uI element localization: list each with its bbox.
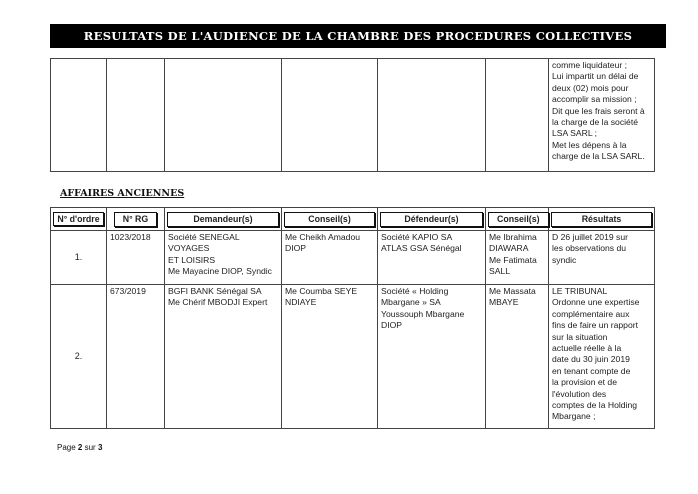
text-line: comme liquidateur ; bbox=[552, 60, 627, 70]
text-line: LSA SARL ; bbox=[552, 128, 598, 139]
result-cell: D 26 juillet 2019 sur les observations du syndic bbox=[549, 231, 655, 285]
table-header-row bbox=[51, 208, 655, 231]
section-title: AFFAIRES ANCIENNES bbox=[60, 188, 185, 199]
empty-cell bbox=[282, 59, 378, 172]
text-line: accomplir sa mission ; bbox=[552, 94, 637, 105]
page-banner: RESULTATS DE L'AUDIENCE DE LA CHAMBRE DES PROCEDURES COLLECTIVES bbox=[50, 24, 666, 48]
empty-cell bbox=[165, 59, 282, 172]
table-row bbox=[51, 285, 655, 429]
text-line: la charge de la société bbox=[552, 117, 638, 128]
empty-cell bbox=[378, 59, 486, 172]
rg-cell: 673/2019 bbox=[107, 285, 165, 429]
conseil-cell: Me Ibrahima DIAWARA Me Fatimata SALL bbox=[486, 231, 549, 285]
demandeur-cell: BGFI BANK Sénégal SA Me Chérif MBODJI Expert bbox=[165, 285, 282, 429]
ordre-cell: 1. bbox=[51, 231, 107, 285]
text-line: charge de la LSA SARL. bbox=[552, 151, 645, 162]
conseil-cell: Me Coumba SEYE NDIAYE bbox=[282, 285, 378, 429]
empty-cell bbox=[486, 59, 549, 172]
ordre-cell: 2. bbox=[51, 285, 107, 429]
rg-cell: 1023/2018 bbox=[107, 231, 165, 285]
total-pages: 3 bbox=[97, 443, 103, 452]
conseil-cell: Me Massata MBAYE bbox=[486, 285, 549, 429]
result-cell bbox=[549, 59, 655, 172]
defendeur-cell: Société KAPIO SA ATLAS GSA Sénégal bbox=[378, 231, 486, 285]
text-line: Met les dépens à la bbox=[552, 139, 627, 150]
empty-cell bbox=[107, 59, 165, 172]
demandeur-cell: Société SENEGAL VOYAGES ET LOISIRS Me Mayacine DIOP, Syndic bbox=[165, 231, 282, 285]
table-row bbox=[51, 59, 655, 172]
text-line: Lui impartit un délai de bbox=[552, 71, 639, 82]
conseil-cell: Me Cheikh Amadou DIOP bbox=[282, 231, 378, 285]
current-page: 2 bbox=[77, 443, 83, 452]
header-defendeur: Défendeur(s) bbox=[378, 208, 486, 231]
text-line: Dit que les frais seront à bbox=[552, 105, 645, 116]
empty-cell bbox=[51, 59, 107, 172]
header-rg: N° RG bbox=[107, 208, 165, 231]
result-cell: LE TRIBUNAL Ordonne une expertise complémentaire aux fins de faire un rapport sur la situation actuelle réelle à la date du 30 juin 2019 en tenant compte de la provision et de l'évolution des comptes de la Holding Mbargane ; bbox=[549, 285, 655, 429]
header-conseil: Conseil(s) bbox=[282, 208, 378, 231]
header-conseil: Conseil(s) bbox=[486, 208, 549, 231]
header-resultats: Résultats bbox=[549, 208, 655, 231]
cases-table bbox=[50, 207, 655, 429]
continuation-table bbox=[50, 58, 655, 172]
sur-word: sur bbox=[84, 443, 96, 452]
page-word: Page bbox=[57, 443, 76, 452]
header-demandeur: Demandeur(s) bbox=[165, 208, 282, 231]
defendeur-cell: Société « Holding Mbargane » SA Youssouph Mbargane DIOP bbox=[378, 285, 486, 429]
page-footer bbox=[57, 443, 102, 452]
table-row bbox=[51, 231, 655, 285]
text-line: deux (02) mois pour bbox=[552, 82, 629, 93]
header-ordre: N° d'ordre bbox=[51, 208, 107, 231]
